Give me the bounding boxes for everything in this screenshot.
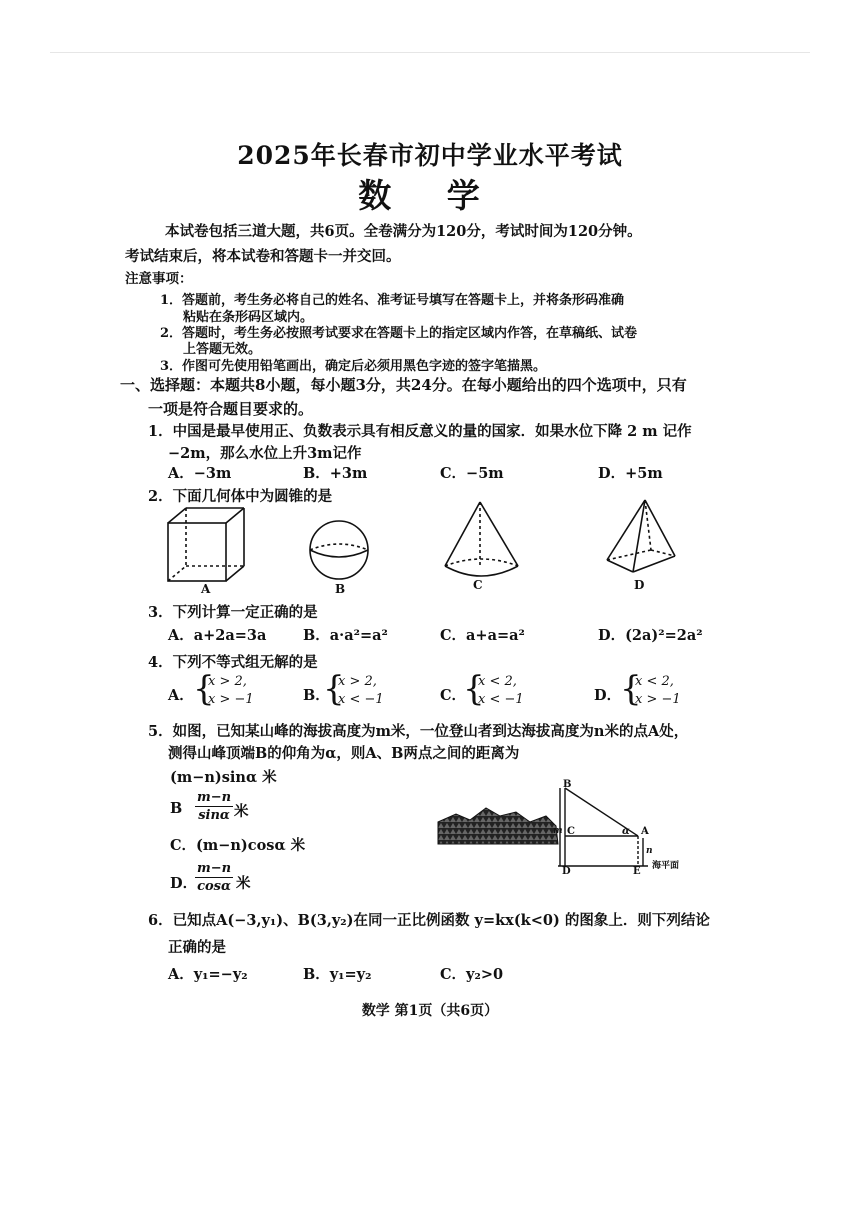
q2-label-c: C — [473, 578, 483, 592]
q3-stem: 3．下列计算一定正确的是 — [148, 604, 318, 621]
fig-label-m: m — [553, 826, 563, 836]
q5-option-d-label: D． — [170, 875, 198, 892]
fig-label-e: E — [633, 866, 641, 877]
q3-option-b: B．a·a²=a² — [303, 627, 388, 644]
q3-option-a: A．a+2a=3a — [168, 627, 267, 644]
q4-stem: 4．下列不等式组无解的是 — [148, 654, 318, 671]
q6-option-a: A．y₁=−y₂ — [168, 966, 248, 983]
q3-option-c: C．a+a=a² — [440, 627, 525, 644]
q5-option-d-unit: 米 — [236, 875, 251, 892]
q6-option-b: B．y₁=y₂ — [303, 966, 372, 983]
q6-line-2: 正确的是 — [168, 939, 226, 956]
fig-label-c: C — [567, 826, 575, 837]
fig-label-n: n — [646, 846, 653, 856]
q5-option-c: C．(m−n)cosα 米 — [170, 837, 306, 854]
note-2-line-2: 上答题无效。 — [183, 342, 262, 357]
intro-line-2: 考试结束后，将本试卷和答题卡一并交回。 — [125, 248, 401, 265]
q5-line-2: 测得山峰顶端B的仰角为α，则A、B两点之间的距离为 — [168, 745, 520, 762]
q2-label-b: B — [335, 582, 346, 596]
page-top-border — [50, 52, 810, 53]
fig-label-alpha: α — [622, 826, 630, 837]
q4-d-brace: { — [620, 669, 642, 709]
q4-b-brace: { — [323, 669, 345, 709]
q3-option-d: D．(2a)²=2a² — [598, 627, 703, 644]
sphere-figure — [305, 518, 375, 582]
note-2-line-1: 2．答题时，考生务必按照考试要求在答题卡上的指定区域内作答，在草稿纸、试卷 — [160, 326, 638, 341]
q5-option-a: (m−n)sinα 米 — [170, 769, 277, 786]
section-1-line-1: 一、选择题：本题共8小题，每小题3分，共24分。在每小题给出的四个选项中，只有 — [120, 376, 687, 394]
notes-heading: 注意事项： — [125, 271, 193, 287]
q5-line-1: 5．如图，已知某山峰的海拔高度为m米，一位登山者到达海拔高度为n米的点A处， — [148, 723, 689, 740]
q4-option-b-label: B． — [303, 687, 330, 704]
q5-option-b-unit: 米 — [234, 803, 249, 820]
q2-stem: 2．下面几何体中为圆锥的是 — [148, 488, 333, 505]
q4-a-brace: { — [193, 669, 215, 709]
fig-label-b: B — [563, 779, 572, 790]
section-1-line-2: 一项是符合题目要求的。 — [148, 400, 314, 418]
q5-option-b-fraction: $\frac{m-n}{\sin\alpha}$ — [197, 790, 232, 823]
fig-label-a: A — [641, 826, 649, 837]
note-3: 3．作图可先使用铅笔画出，确定后必须用黑色字迹的签字笔描黑。 — [160, 359, 547, 374]
intro-line-1: 本试卷包括三道大题，共6页。全卷满分为120分，考试时间为120分钟。 — [165, 223, 642, 240]
q1-option-b: B．+3m — [303, 465, 368, 482]
subject-title: 数 学 — [358, 176, 502, 215]
q4-option-c-system: x < 2, x < −1 — [478, 674, 524, 707]
q4-option-b-system: x > 2, x < −1 — [338, 674, 384, 707]
q6-line-1: 6．已知点A(−3,y₁)、B(3,y₂)在同一正比例函数 y=kx(k<0) 的图象上．则下列结论 — [148, 912, 710, 929]
fig-label-sea-level: 海平面 — [652, 861, 680, 871]
q1-option-a: A．−3m — [168, 465, 232, 482]
pyramid-figure — [603, 498, 683, 578]
q1-option-d: D．+5m — [598, 465, 663, 482]
cube-figure — [165, 505, 250, 585]
q5-option-d-fraction: $\frac{m-n}{\cos\alpha}$ — [197, 861, 232, 894]
q4-option-d-label: D． — [594, 687, 622, 704]
q2-label-d: D — [634, 578, 645, 592]
exam-title: 2025年长春市初中学业水平考试 — [237, 141, 623, 170]
q2-label-a: A — [201, 582, 211, 596]
q1-line-2: −2m，那么水位上升3m记作 — [168, 445, 362, 462]
q6-option-c: C．y₂>0 — [440, 966, 504, 983]
q4-option-a-label: A． — [168, 687, 194, 704]
q4-option-c-label: C． — [440, 687, 467, 704]
page-footer: 数学 第1页（共6页） — [361, 1003, 499, 1019]
q1-option-c: C．−5m — [440, 465, 504, 482]
note-1-line-1: 1．答题前，考生务必将自己的姓名、准考证号填写在答题卡上，并将条形码准确 — [160, 293, 625, 308]
q4-c-brace: { — [463, 669, 485, 709]
q5-option-b-label: B — [170, 800, 183, 817]
q1-line-1: 1．中国是最早使用正、负数表示具有相反意义的量的国家．如果水位下降 2 m 记作 — [148, 423, 692, 440]
q4-option-a-system: x > 2, x > −1 — [208, 674, 254, 707]
note-1-line-2: 粘贴在条形码区域内。 — [183, 310, 314, 325]
fig-label-d: D — [562, 866, 571, 877]
q4-option-d-system: x < 2, x > −1 — [635, 674, 681, 707]
